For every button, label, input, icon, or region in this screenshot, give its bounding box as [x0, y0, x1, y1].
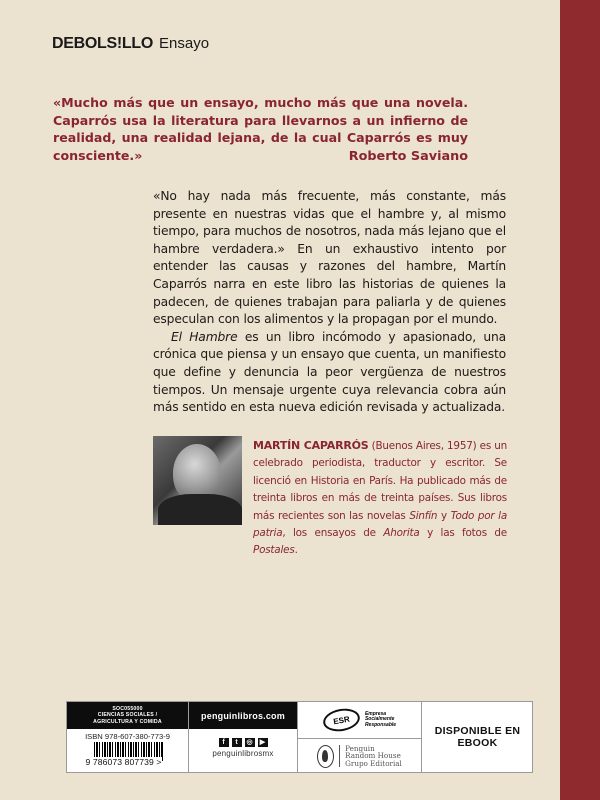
social-handle: penguinlibrosmx: [212, 749, 274, 758]
author-name: MARTÍN CAPARRÓS: [253, 439, 369, 452]
spine-band: [560, 0, 600, 800]
barcode-digits: 9 786073 807739 >: [85, 757, 162, 767]
isbn-column: [67, 702, 189, 772]
website-link[interactable]: penguinlibros.com: [201, 710, 285, 721]
divider: [339, 745, 340, 767]
instagram-icon[interactable]: ◎: [246, 739, 253, 746]
synopsis: [153, 188, 506, 417]
youtube-icon[interactable]: ▶: [258, 738, 268, 747]
isbn-number: ISBN 978-607-380-773-9: [85, 732, 170, 741]
esr-logo-icon: ESR: [321, 706, 361, 734]
social-icons: [189, 738, 297, 747]
synopsis-paragraph-1: «No hay nada más frecuente, más constante, más presente en nuestras vidas que el hambre y, al mismo tiempo, para muchos de nosotros, nada más lejano que el hambre verdadera.» En un exhaustivo intento por entender las causas y razones del hambre, Martín Caparrós narra en este libro las historias de quienes la padecen, de quienes trabajan para paliarla y de quienes especulan con los alimentos y la propagan por el mundo.: [153, 189, 506, 327]
publisher-column: [298, 702, 422, 772]
esr-badge: ESR Empresa Socialmente Responsable: [298, 702, 421, 739]
author-photo: [153, 436, 242, 525]
series-label: Ensayo: [159, 35, 210, 52]
penguin-icon: [317, 745, 334, 768]
twitter-icon[interactable]: t: [232, 738, 242, 747]
publisher-brand: [52, 34, 209, 53]
debolsillo-logo: DEBOLS!LLO: [52, 35, 153, 52]
author-bio: MARTÍN CAPARRÓS (Buenos Aires, 1957) es un celebrado periodista, traductor y escritor. Se licenció en Historia en París. Ha publicado más de treinta libros en más de treinta países. Sus libros más recientes son las novelas Sinfín y Todo por la patria, los ensayos de Ahorita y las fotos de Postales.: [253, 439, 507, 557]
book-title: El Hambre: [171, 329, 238, 344]
info-box: [66, 701, 533, 773]
facebook-icon[interactable]: f: [219, 738, 229, 747]
ebook-column: [422, 702, 533, 772]
web-column: [189, 702, 298, 772]
synopsis-paragraph-2: El Hambre es un libro incómodo y apasionado, una crónica que piensa y un ensayo que cuenta, un manifiesto que define y denuncia la peor vergüenza de nuestros tiempos. Un mensaje urgente cuya relevancia cobra aún más sentido en esta nueva edición revisada y actualizada.: [153, 329, 506, 415]
prh-logo: Penguin Random House Grupo Editorial: [298, 739, 421, 773]
barcode: [86, 742, 170, 766]
blurb-quote: «Mucho más que un ensayo, mucho más que una novela. Caparrós usa la literatura para llevarnos a un infierno de realidad, una realidad lejana, de la cual Caparrós es muy consciente.»: [53, 95, 468, 163]
blurb-author: Roberto Saviano: [348, 149, 468, 164]
author-photo-body: [158, 494, 242, 525]
category-header: SOC055000 CIENCIAS SOCIALES / AGRICULTURA Y COMIDA: [67, 702, 188, 729]
ebook-availability: DISPONIBLE EN EBOOK: [434, 725, 521, 749]
